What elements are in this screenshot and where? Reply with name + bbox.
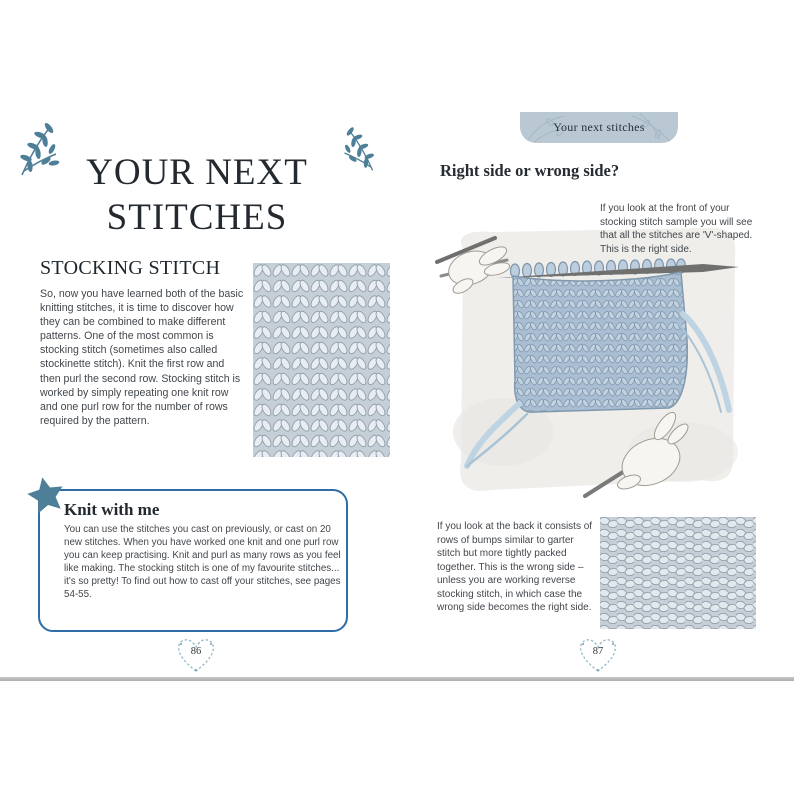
knitting-hands-illustration — [433, 222, 745, 500]
page-number — [576, 634, 620, 676]
callout-body: You can use the stitches you cast on previously, or cast on 20 new stitches. When you have worked one knit and one purl row you can keep practising. Knit and purl as many rows as you feel like making. The stocking stitch is one of my favourite stitches... it's so pretty! To find out how to cast off your stitches, see pages 54-55. — [64, 524, 341, 600]
chapter-tab — [520, 112, 678, 143]
page-title-line1: YOUR NEXT — [86, 152, 308, 193]
star-icon — [26, 475, 66, 515]
section-heading: STOCKING STITCH — [40, 257, 221, 279]
right-page-heading: Right side or wrong side? — [440, 161, 620, 180]
stocking-stitch-paragraph: So, now you have learned both of the basic knitting stitches, it is time to discover how they can be combined to make different patterns. One of the most common is stocking stitch (sometimes also called stockinette stitch). Knit the first row and then purl the second row. Stocking stitch is worked by simply repeating one knit row and one purl row for the number of rows required by the pattern. — [40, 288, 244, 427]
right-side-paragraph: If you look at the front of your stocking stitch sample you will see that all the stitches are 'V'-shaped. This is the right side. — [600, 203, 753, 255]
page-number — [174, 634, 218, 676]
knit-with-me-box — [38, 489, 348, 632]
callout-heading: Knit with me — [64, 500, 160, 519]
wrong-side-paragraph: If you look at the back it consists of rows of bumps similar to garter stitch but more tightly packed together. This is the wrong side – unless you are working reverse stocking stitch, in which case the wrong side becomes the right side. — [437, 521, 593, 613]
chapter-tab-label: Your next stitches — [553, 120, 645, 134]
page-title — [36, 150, 358, 240]
page-title-line2: STITCHES — [106, 197, 288, 238]
page-number-label: 87 — [592, 646, 604, 657]
page-number-label: 86 — [190, 646, 202, 657]
purl-side-swatch-image — [600, 517, 756, 629]
book-bottom-edge — [0, 677, 794, 681]
stocking-stitch-swatch-image — [253, 263, 390, 457]
